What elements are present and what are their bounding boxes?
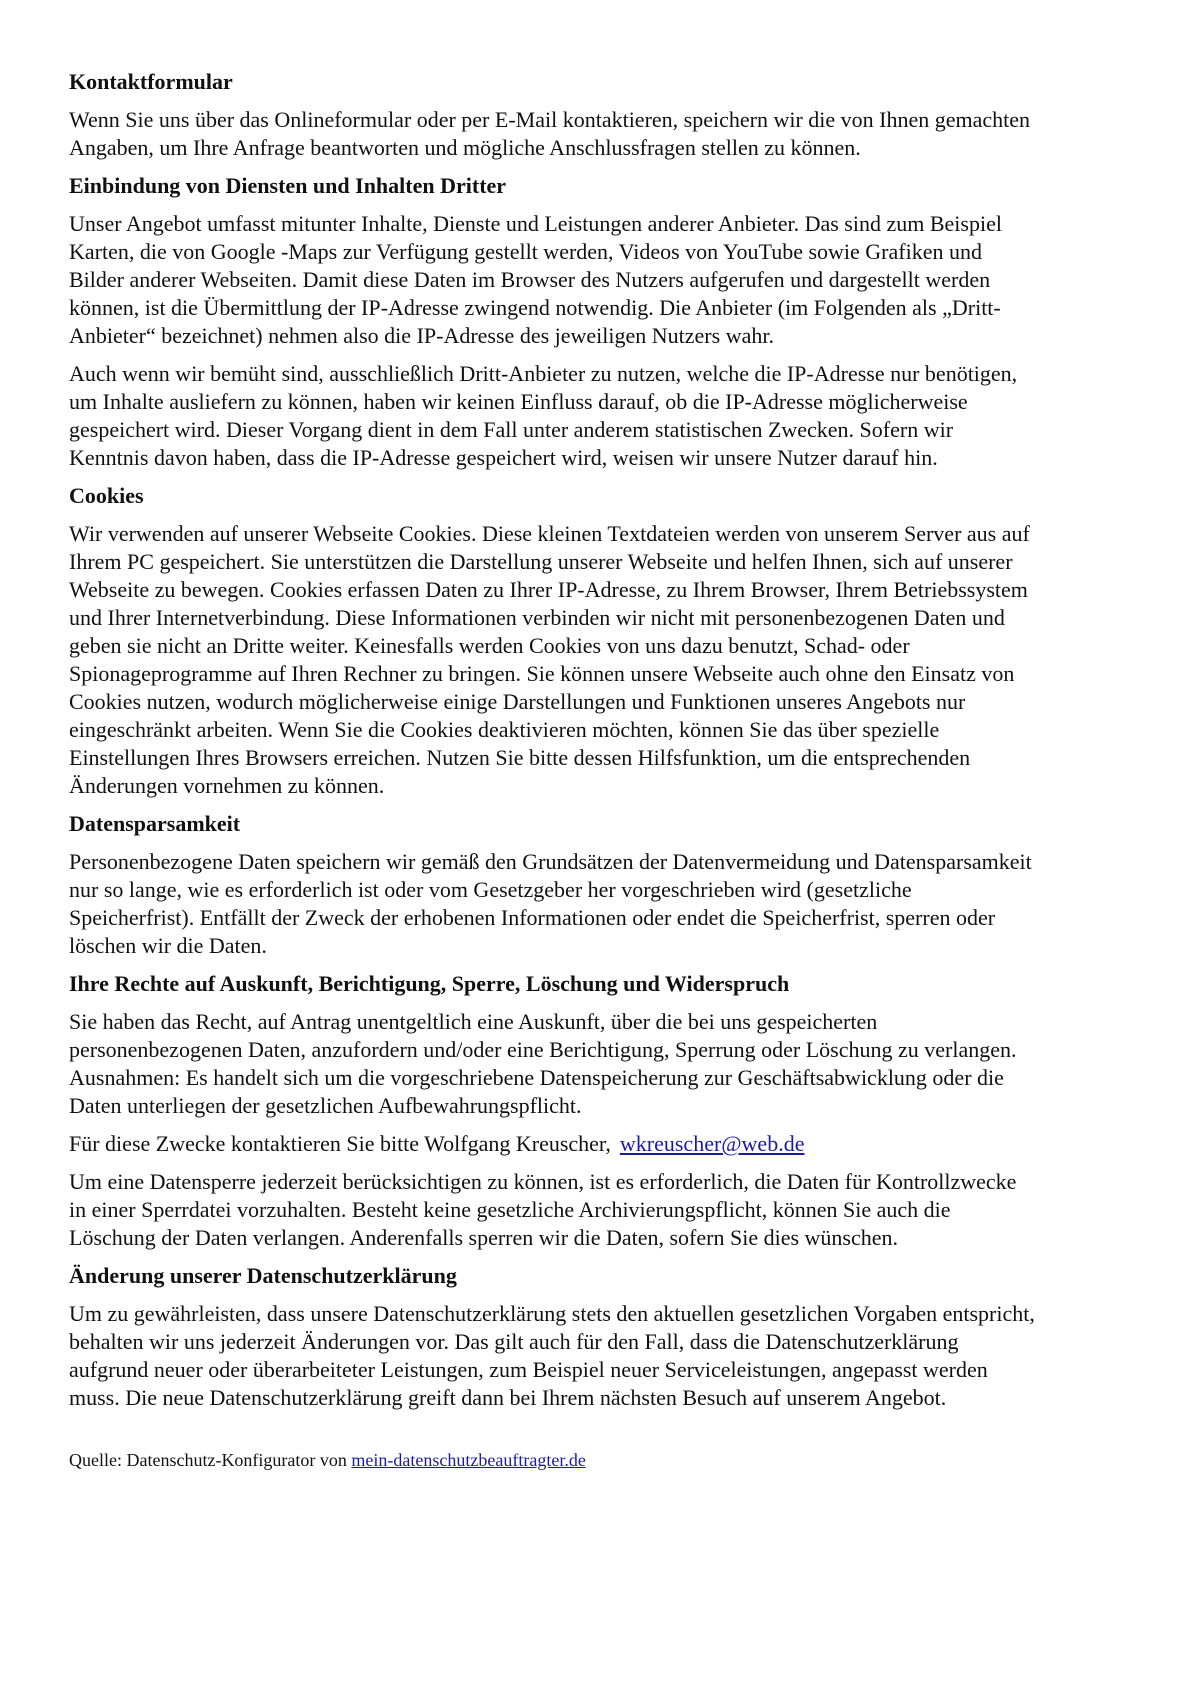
paragraph-dritte-1: Unser Angebot umfasst mitunter Inhalte, Dienste und Leistungen anderer Anbieter. Das sind zum Beispiel Karten, die von Google -Maps zur Verfügung gestellt werden, Videos von YouTube sowie Grafiken und Bilder anderer Webseiten. Damit diese Daten im Browser des Nutzers aufgerufen und dargestellt werden können, ist die Übermittlung der IP-Adresse zwingend notwendig. Die Anbieter (im Folgenden als „Dritt- Anbieter“ bezeichnet) nehmen also die IP-Adresse des jeweiligen Nutzers wahr. [69, 211, 1002, 348]
contact-email-link[interactable]: wkreuscher@web.de [619, 1131, 805, 1156]
contact-text: Für diese Zwecke kontaktieren Sie bitte Wolfgang Kreuscher, [69, 1131, 611, 1156]
heading-datensparsamkeit: Datensparsamkeit [69, 811, 241, 836]
heading-dritte: Einbindung von Diensten und Inhalten Dritter [69, 173, 507, 198]
source-label: Quelle: Datenschutz-Konfigurator von [69, 1450, 347, 1470]
paragraph-rechte-3: Um eine Datensperre jederzeit berücksichtigen zu können, ist es erforderlich, die Daten für Kontrollzwecke in einer Sperrdatei vorzuhalten. Besteht keine gesetzliche Archivierungspflicht, können Sie auch die Löschung der Daten verlangen. Anderenfalls sperren wir die Daten, sofern Sie dies wünschen. [69, 1169, 1017, 1250]
heading-kontaktformular: Kontaktformular [69, 69, 233, 94]
heading-cookies: Cookies [69, 483, 144, 508]
paragraph-aenderung: Um zu gewährleisten, dass unsere Datenschutzerklärung stets den aktuellen gesetzlichen Vorgaben entspricht, behalten wir uns jederzeit Änderungen vor. Das gilt auch für den Fall, dass die Datenschutzerklärung aufgrund neuer oder überarbeiteter Leistungen, zum Beispiel neuer Serviceleistungen, angepasst werden muss. Die neue Datenschutzerklärung greift dann bei Ihrem nächsten Besuch auf unserem Angebot. [69, 1301, 1035, 1410]
paragraph-rechte-contact [69, 1130, 1129, 1158]
source-link[interactable]: mein-datenschutzbeauftragter.de [351, 1450, 586, 1470]
paragraph-cookies: Wir verwenden auf unserer Webseite Cookies. Diese kleinen Textdateien werden von unserem Server aus auf Ihrem PC gespeichert. Sie unterstützen die Darstellung unserer Webseite und helfen Ihnen, sich auf unserer Webseite zu bewegen. Cookies erfassen Daten zu Ihrer IP-Adresse, zu Ihrem Browser, Ihrem Betriebssystem und Ihrer Internetverbindung. Diese Informationen verbinden wir nicht mit personenbezogenen Daten und geben sie nicht an Dritte weiter. Keinesfalls werden Cookies von uns dazu benutzt, Schad- oder Spionageprogramme auf Ihren Rechner zu bringen. Sie können unsere Webseite auch ohne den Einsatz von Cookies nutzen, wodurch möglicherweise einige Darstellungen und Funktionen unseres Angebots nur eingeschränkt arbeiten. Wenn Sie die Cookies deaktivieren möchten, können Sie das über spezielle Einstellungen Ihres Browsers erreichen. Nutzen Sie bitte dessen Hilfsfunktion, um die entsprechenden Änderungen vornehmen zu können. [69, 521, 1030, 798]
heading-aenderung: Änderung unserer Datenschutzerklärung [69, 1263, 457, 1288]
paragraph-kontaktformular: Wenn Sie uns über das Onlineformular oder per E-Mail kontaktieren, speichern wir die von Ihnen gemachten Angaben, um Ihre Anfrage beantworten und mögliche Anschlussfragen stellen zu können. [69, 107, 1031, 160]
paragraph-rechte-1: Sie haben das Recht, auf Antrag unentgeltlich eine Auskunft, über die bei uns gespeicherten personenbezogenen Daten, anzufordern und/oder eine Berichtigung, Sperrung oder Löschung zu verlangen. Ausnahmen: Es handelt sich um die vorgeschriebene Datenspeicherung zur Geschäftsabwicklung oder die Daten unterliegen der gesetzlichen Aufbewahrungspflicht. [69, 1009, 1017, 1118]
heading-rechte: Ihre Rechte auf Auskunft, Berichtigung, Sperre, Löschung und Widerspruch [69, 971, 790, 996]
paragraph-datensparsamkeit: Personenbezogene Daten speichern wir gemäß den Grundsätzen der Datenvermeidung und Datensparsamkeit nur so lange, wie es erforderlich ist oder vom Gesetzgeber her vorgeschrieben wird (gesetzliche Speicherfrist). Entfällt der Zweck der erhobenen Informationen oder endet die Speicherfrist, sperren oder löschen wir die Daten. [69, 849, 1032, 958]
source-line [69, 1448, 1129, 1472]
paragraph-dritte-2: Auch wenn wir bemüht sind, ausschließlich Dritt-Anbieter zu nutzen, welche die IP-Adresse nur benötigen, um Inhalte ausliefern zu können, haben wir keinen Einfluss darauf, ob die IP-Adresse möglicherweise gespeichert wird. Dieser Vorgang dient in dem Fall unter anderem statistischen Zwecken. Sofern wir Kenntnis davon haben, dass die IP-Adresse gespeichert wird, weisen wir unsere Nutzer darauf hin. [69, 361, 1018, 470]
document-page [69, 68, 1129, 1472]
